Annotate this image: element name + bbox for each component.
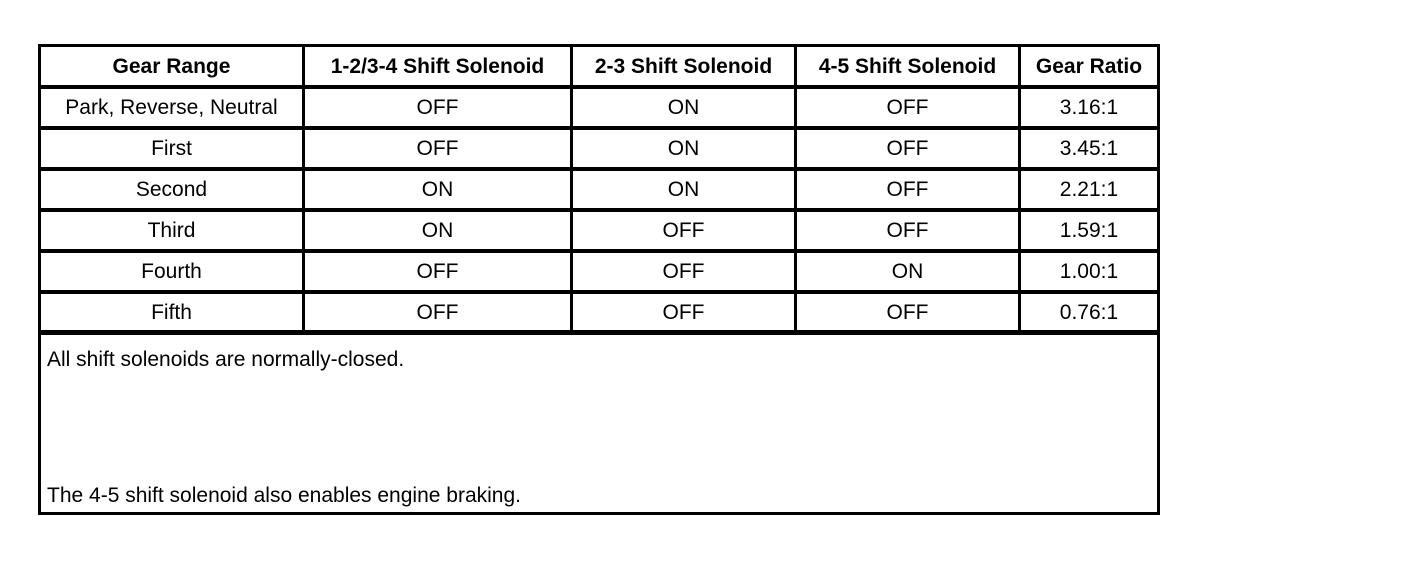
cell-1-2-3-4-solenoid: OFF	[305, 130, 573, 171]
cell-1-2-3-4-solenoid: ON	[305, 171, 573, 212]
cell-gear-range: Fifth	[41, 294, 305, 335]
header-gear-range: Gear Range	[41, 47, 305, 89]
cell-gear-ratio: 3.16:1	[1021, 89, 1157, 130]
cell-1-2-3-4-solenoid: OFF	[305, 294, 573, 335]
cell-2-3-solenoid: OFF	[573, 212, 797, 253]
cell-gear-ratio: 2.21:1	[1021, 171, 1157, 212]
cell-gear-range: Fourth	[41, 253, 305, 294]
cell-4-5-solenoid: OFF	[797, 171, 1021, 212]
table-row	[41, 171, 1157, 212]
cell-2-3-solenoid: OFF	[573, 294, 797, 335]
shift-solenoid-table	[41, 47, 1157, 335]
cell-4-5-solenoid: OFF	[797, 294, 1021, 335]
cell-gear-ratio: 1.59:1	[1021, 212, 1157, 253]
cell-2-3-solenoid: ON	[573, 171, 797, 212]
cell-4-5-solenoid: ON	[797, 253, 1021, 294]
cell-1-2-3-4-solenoid: OFF	[305, 89, 573, 130]
cell-gear-range: Second	[41, 171, 305, 212]
cell-1-2-3-4-solenoid: ON	[305, 212, 573, 253]
table-row	[41, 212, 1157, 253]
table-row	[41, 130, 1157, 171]
note-engine-braking: The 4-5 shift solenoid also enables engine braking.	[47, 484, 521, 507]
table-row	[41, 253, 1157, 294]
cell-1-2-3-4-solenoid: OFF	[305, 253, 573, 294]
cell-gear-range: Third	[41, 212, 305, 253]
notes-section	[47, 342, 1151, 512]
cell-4-5-solenoid: OFF	[797, 212, 1021, 253]
table-row	[41, 89, 1157, 130]
cell-4-5-solenoid: OFF	[797, 130, 1021, 171]
table-header-row	[41, 47, 1157, 89]
header-gear-ratio: Gear Ratio	[1021, 47, 1157, 89]
cell-2-3-solenoid: OFF	[573, 253, 797, 294]
cell-gear-ratio: 1.00:1	[1021, 253, 1157, 294]
cell-2-3-solenoid: ON	[573, 89, 797, 130]
table-row	[41, 294, 1157, 335]
cell-gear-range: First	[41, 130, 305, 171]
header-2-3-shift-solenoid: 2-3 Shift Solenoid	[573, 47, 797, 89]
cell-gear-range: Park, Reverse, Neutral	[41, 89, 305, 130]
cell-2-3-solenoid: ON	[573, 130, 797, 171]
cell-4-5-solenoid: OFF	[797, 89, 1021, 130]
solenoid-table-frame	[38, 44, 1160, 515]
note-normally-closed: All shift solenoids are normally-closed.	[47, 348, 405, 371]
cell-gear-ratio: 3.45:1	[1021, 130, 1157, 171]
header-4-5-shift-solenoid: 4-5 Shift Solenoid	[797, 47, 1021, 89]
cell-gear-ratio: 0.76:1	[1021, 294, 1157, 335]
header-1-2-3-4-shift-solenoid: 1-2/3-4 Shift Solenoid	[305, 47, 573, 89]
